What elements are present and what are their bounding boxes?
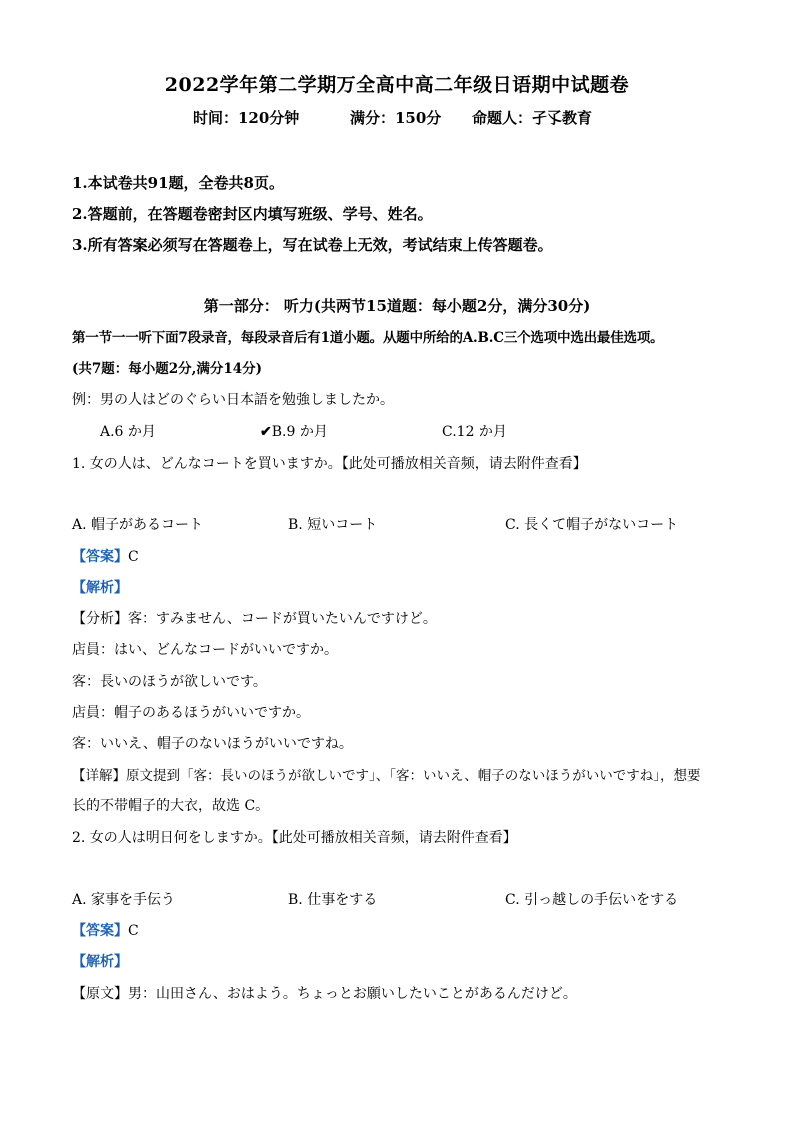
detail-tag: 【详解】: [72, 768, 126, 784]
fenxi-tag: 【分析】: [72, 611, 128, 627]
exam-score: 满分：150分: [350, 109, 442, 127]
notice-item: 1.本试卷共91题，全卷共8页。: [72, 174, 284, 192]
q1-analysis: [72, 577, 128, 597]
dialogue-line: 店員：はい、どんなコードがいいですか。: [72, 642, 338, 658]
detail-text: 原文提到「客：長いのほうが欲しいです」、「客：いいえ、帽子のないほうがいいですね」，想要: [126, 768, 701, 784]
dialogue-line: 客：すみません、コードが買いたいんですけど。: [128, 611, 437, 627]
example-option-b: [260, 421, 328, 441]
q2-option-b: B. 仕事をする: [288, 892, 378, 908]
q1-answer-value: C: [128, 549, 139, 565]
check-mark-icon: ✔: [260, 424, 272, 440]
q2-analysis: [72, 951, 128, 971]
answer-tag: 【答案】: [72, 549, 128, 565]
analysis-tag: 【解析】: [72, 954, 128, 970]
q1-fenxi: [72, 608, 437, 628]
dialogue-line: 客：いいえ、帽子のないほうがいいですね。: [72, 736, 353, 752]
q1-option-a: A. 帽子があるコート: [72, 517, 204, 533]
example-option-c: C.12 か月: [442, 424, 507, 440]
notice-item: 2.答题前，在答题卷密封区内填写班级、学号、姓名。: [72, 205, 433, 223]
q2-question: 2. 女の人は明日何をしますか。【此处可播放相关音频，请去附件查看】: [72, 830, 517, 846]
q1-detail: [72, 764, 701, 784]
exam-time: 时间：120分钟: [193, 109, 300, 127]
q1-detail-cont: 长的不带帽子的大衣，故选 C。: [72, 798, 270, 814]
q2-answer: [72, 920, 139, 940]
example-option-a: A.6 か月: [100, 424, 156, 440]
q2-answer-value: C: [128, 923, 139, 939]
dialogue-line: 客：長いのほうが欲しいです。: [72, 674, 267, 690]
exam-meta: [0, 107, 794, 131]
analysis-tag: 【解析】: [72, 580, 128, 596]
notice-item: 3.所有答案必须写在答题卷上，写在试卷上无效，考试结束上传答题卷。: [72, 236, 553, 254]
q2-option-a: A. 家事を手伝う: [72, 892, 176, 908]
exam-title: 2022学年第二学期万全高中高二年级日语期中试题卷: [164, 74, 630, 96]
q1-answer: [72, 546, 139, 566]
q1-option-b: B. 短いコート: [288, 517, 378, 533]
subsection-note: (共7题：每小题2分,满分14分): [72, 361, 263, 377]
dialogue-line: 店員：帽子のあるほうがいいですか。: [72, 705, 310, 721]
section-title: 第一部分： 听力(共两节15道题：每小题2分，满分30分): [203, 297, 591, 315]
exam-author: 命题人：孑孓教育: [472, 109, 593, 127]
q2-source: [72, 983, 577, 1003]
source-tag: 【原文】: [72, 986, 128, 1002]
answer-tag: 【答案】: [72, 923, 128, 939]
q1-option-c: C. 長くて帽子がないコート: [505, 517, 679, 533]
source-text: 男：山田さん、おはよう。ちょっとお願いしたいことがあるんだけど。: [128, 986, 577, 1002]
q2-option-c: C. 引っ越しの手伝いをする: [505, 892, 679, 908]
example-option-b-label: B.9 か月: [271, 424, 328, 440]
subsection-heading: 第一节一一听下面7段录音，每段录音后有1道小题。从题中所给的A.B.C三个选项中选出最佳选项。: [72, 330, 664, 346]
example-question: 例：男の人はどのぐらい日本語を勉強しましたか。: [72, 392, 394, 408]
q1-question: 1. 女の人は、どんなコートを買いますか。【此处可播放相关音频，请去附件查看】: [72, 456, 587, 472]
